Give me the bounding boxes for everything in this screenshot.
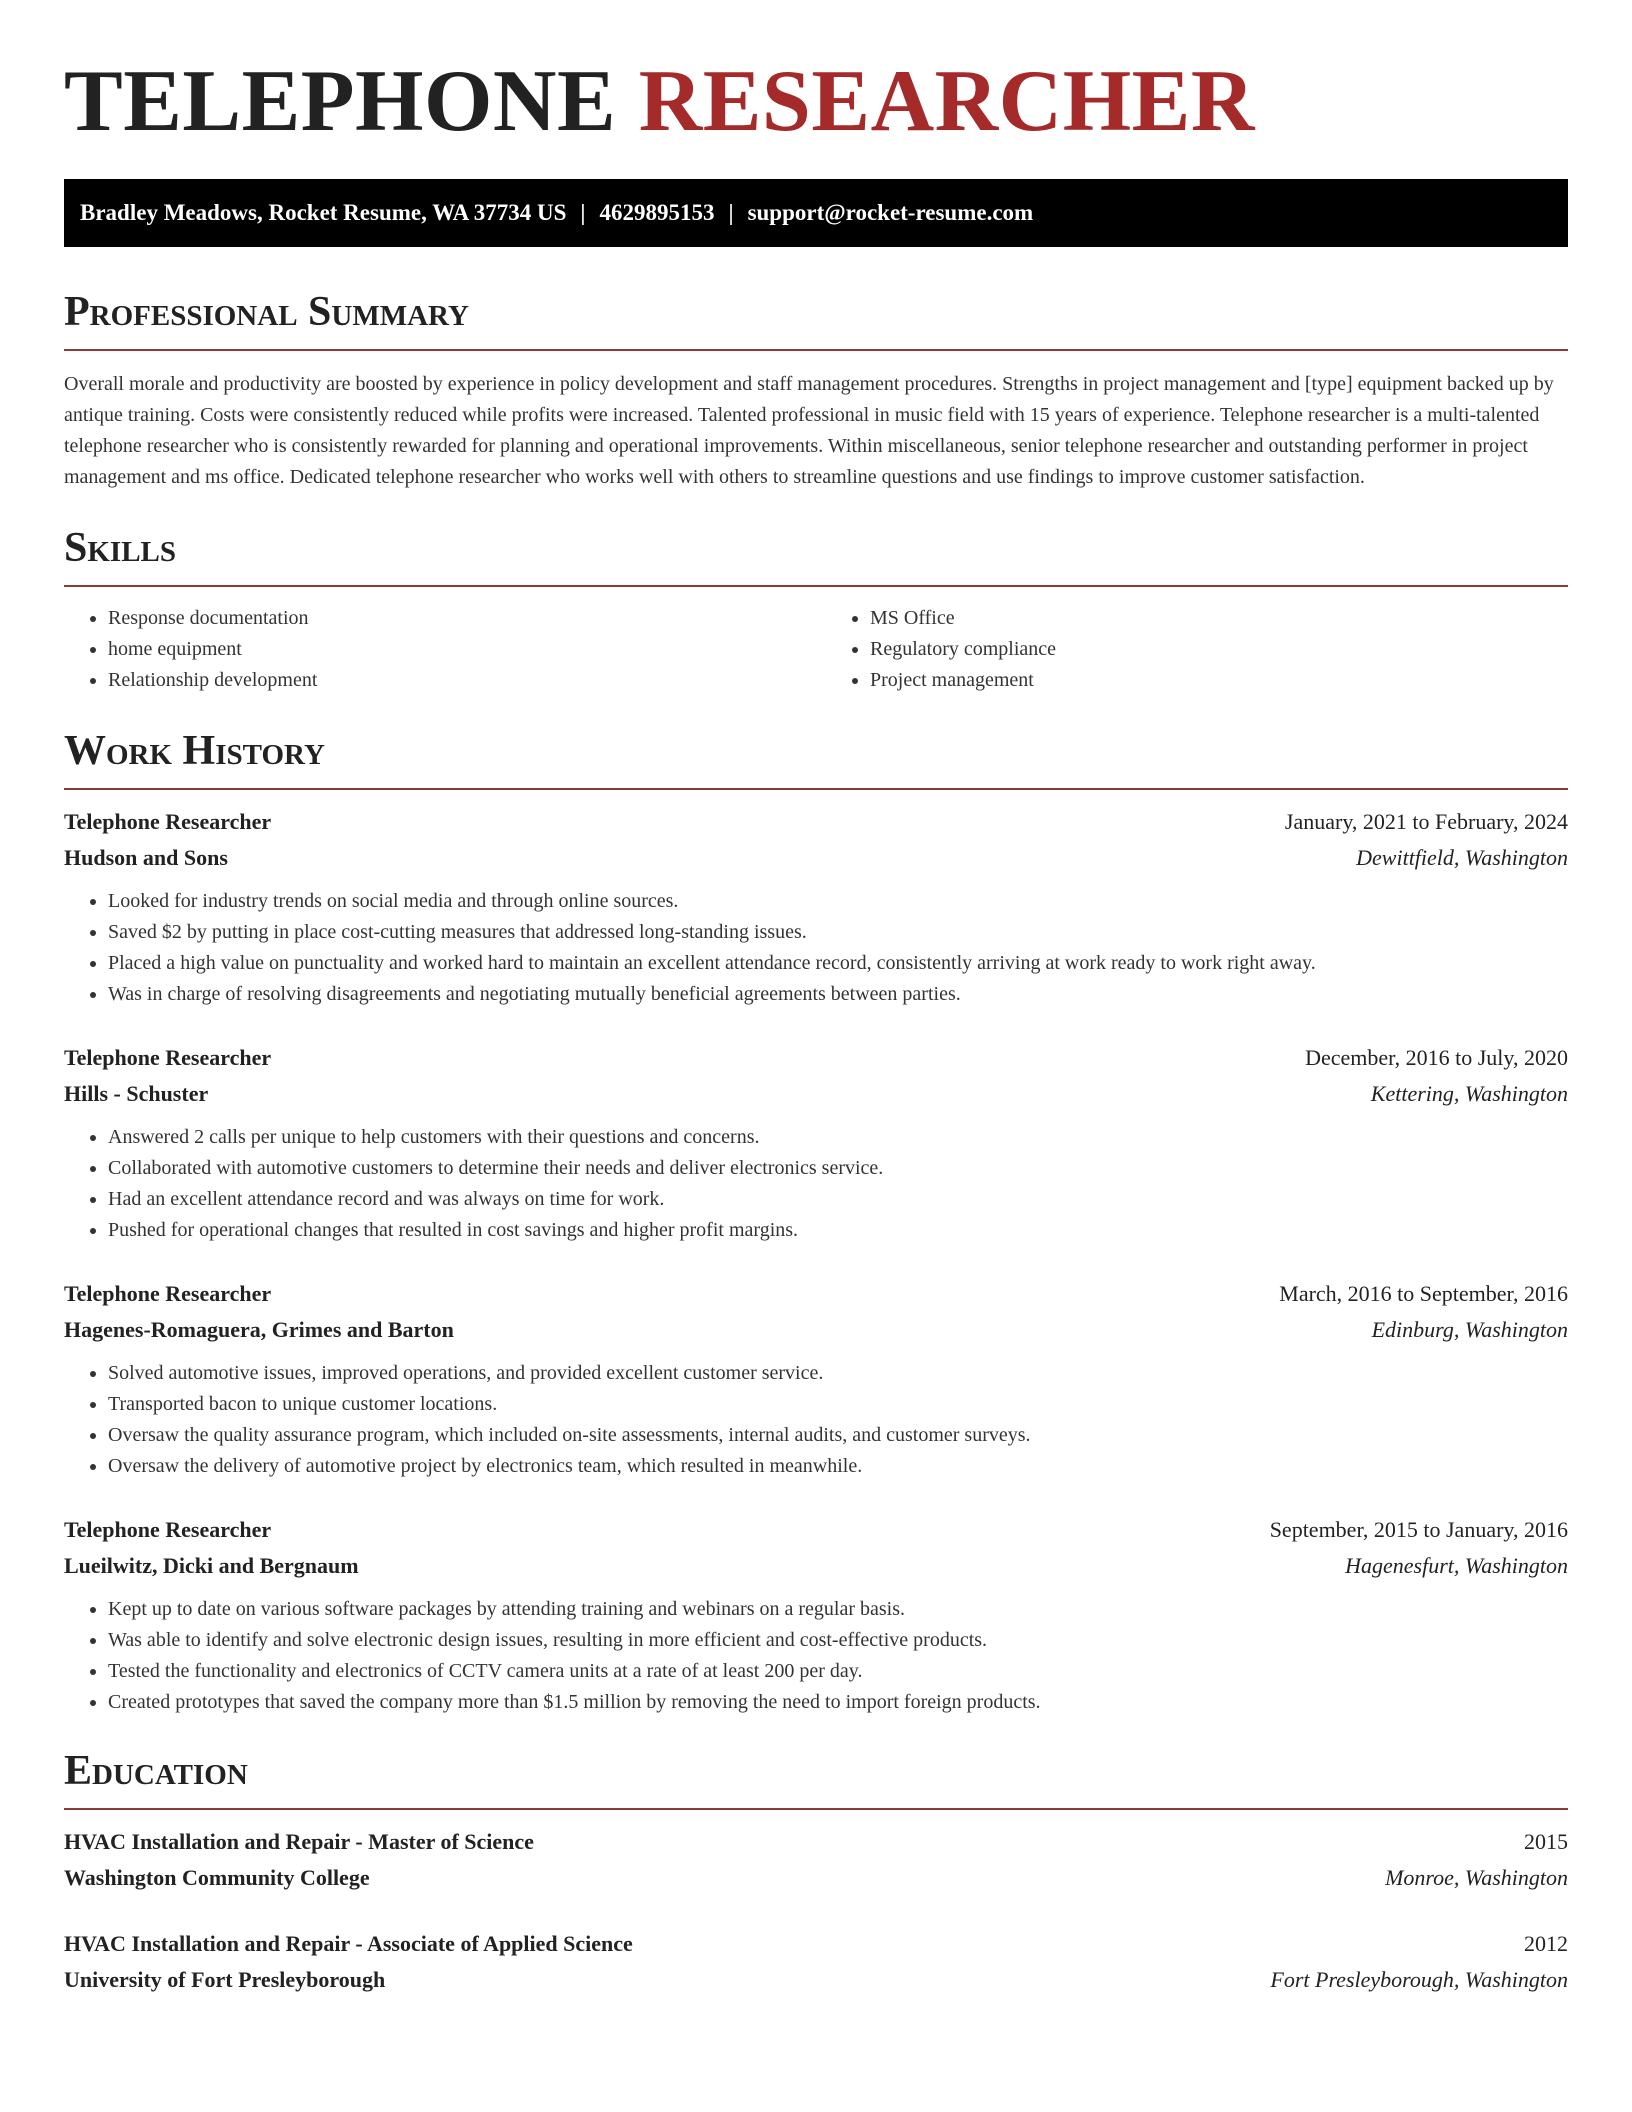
work-history-section xyxy=(64,726,1568,1718)
education-section xyxy=(64,1746,1568,1998)
contact-email: support@rocket-resume.com xyxy=(747,200,1034,225)
section-heading-education: Education xyxy=(64,1748,248,1794)
job-dates: March, 2016 to September, 2016 xyxy=(1279,1281,1568,1306)
job-title: Telephone Researcher xyxy=(64,1281,272,1306)
job-company: Hagenes-Romaguera, Grimes and Barton xyxy=(64,1317,454,1342)
job-bullet: • Transported bacon to unique customer locations. xyxy=(108,1389,1568,1420)
job-entry xyxy=(64,1276,1568,1482)
summary-section xyxy=(64,287,1568,493)
job-bullet: • Created prototypes that saved the company more than $1.5 million by removing the need to import foreign products. xyxy=(108,1687,1568,1718)
contact-separator: | xyxy=(728,200,734,225)
skills-list-right xyxy=(826,603,1568,696)
job-bullet: • Saved $2 by putting in place cost-cutting measures that addressed long-standing issues. xyxy=(108,917,1568,948)
job-bullet: • Answered 2 calls per unique to help customers with their questions and concerns. xyxy=(108,1122,1568,1153)
job-dates: September, 2015 to January, 2016 xyxy=(1269,1517,1568,1542)
education-entry xyxy=(64,1824,1568,1896)
section-divider xyxy=(64,1808,1568,1810)
education-year: 2012 xyxy=(1524,1931,1568,1956)
job-location: Hagenesfurt, Washington xyxy=(1345,1553,1568,1578)
job-bullet: • Tested the functionality and electronics of CCTV camera units at a rate of at least 200 per day. xyxy=(108,1656,1568,1687)
job-company: Hills - Schuster xyxy=(64,1081,209,1106)
job-dates: January, 2021 to February, 2024 xyxy=(1284,809,1568,834)
job-entry xyxy=(64,1512,1568,1718)
education-entry xyxy=(64,1926,1568,1998)
education-school: University of Fort Presleyborough xyxy=(64,1967,386,1992)
job-entry xyxy=(64,1040,1568,1246)
skill-item: • Relationship development xyxy=(108,665,806,696)
section-divider xyxy=(64,788,1568,790)
skills-list-left xyxy=(64,603,806,696)
section-divider xyxy=(64,349,1568,351)
title-first-word: TELEPHONE xyxy=(64,53,617,150)
job-bullet: • Oversaw the quality assurance program, which included on-site assessments, internal audits, and customer surveys. xyxy=(108,1420,1568,1451)
section-heading-work: Work History xyxy=(64,728,325,774)
contact-bar xyxy=(64,179,1568,247)
job-title: Telephone Researcher xyxy=(64,1517,272,1542)
skill-item: • Regulatory compliance xyxy=(870,634,1568,665)
contact-phone: 4629895153 xyxy=(599,200,715,225)
job-company: Lueilwitz, Dicki and Bergnaum xyxy=(64,1553,359,1578)
job-title: Telephone Researcher xyxy=(64,1045,272,1070)
skill-item: • Project management xyxy=(870,665,1568,696)
job-location: Edinburg, Washington xyxy=(1371,1317,1568,1342)
education-location: Monroe, Washington xyxy=(1385,1865,1568,1890)
job-bullet: • Solved automotive issues, improved operations, and provided excellent customer service. xyxy=(108,1358,1568,1389)
resume-title xyxy=(64,52,1568,152)
job-location: Dewittfield, Washington xyxy=(1356,845,1568,870)
job-bullets xyxy=(64,886,1568,1010)
job-title: Telephone Researcher xyxy=(64,809,272,834)
job-bullet: • Looked for industry trends on social media and through online sources. xyxy=(108,886,1568,917)
job-bullet: • Pushed for operational changes that resulted in cost savings and higher profit margins. xyxy=(108,1215,1568,1246)
contact-address: Bradley Meadows, Rocket Resume, WA 37734 US xyxy=(80,200,567,225)
education-location: Fort Presleyborough, Washington xyxy=(1270,1967,1568,1992)
job-bullet: • Was able to identify and solve electronic design issues, resulting in more efficient and cost-effective products. xyxy=(108,1625,1568,1656)
job-bullets xyxy=(64,1594,1568,1718)
job-dates: December, 2016 to July, 2020 xyxy=(1305,1045,1568,1070)
job-company: Hudson and Sons xyxy=(64,845,228,870)
section-heading-summary: Professional Summary xyxy=(64,289,469,335)
job-bullet: • Oversaw the delivery of automotive project by electronics team, which resulted in meanwhile. xyxy=(108,1451,1568,1482)
contact-separator: | xyxy=(580,200,586,225)
job-bullet: • Collaborated with automotive customers to determine their needs and deliver electronics service. xyxy=(108,1153,1568,1184)
summary-text: Overall morale and productivity are boosted by experience in policy development and staff management procedures. Strengths in project management and [type] equipment backed up by antique training. Costs were consistently reduced while profits were increased. Talented professional in music field with 15 years of experience. Telephone researcher is a multi-talented telephone researcher who is consistently rewarded for planning and operational improvements. Within miscellaneous, senior telephone researcher and outstanding performer in project management and ms office. Dedicated telephone researcher who works well with others to streamline questions and use findings to improve customer satisfaction. xyxy=(64,373,1554,488)
job-bullet: • Placed a high value on punctuality and worked hard to maintain an excellent attendance record, consistently arriving at work ready to work right away. xyxy=(108,948,1568,979)
job-location: Kettering, Washington xyxy=(1370,1081,1568,1106)
job-bullets xyxy=(64,1358,1568,1482)
title-last-word: RESEARCHER xyxy=(638,53,1255,150)
job-bullets xyxy=(64,1122,1568,1246)
education-school: Washington Community College xyxy=(64,1865,370,1890)
skill-item: • MS Office xyxy=(870,603,1568,634)
skills-section xyxy=(64,523,1568,696)
job-entry xyxy=(64,804,1568,1010)
job-bullet: • Was in charge of resolving disagreements and negotiating mutually beneficial agreements between parties. xyxy=(108,979,1568,1010)
job-bullet: • Had an excellent attendance record and was always on time for work. xyxy=(108,1184,1568,1215)
education-degree: HVAC Installation and Repair - Master of Science xyxy=(64,1829,534,1854)
section-divider xyxy=(64,585,1568,587)
skill-item: • home equipment xyxy=(108,634,806,665)
section-heading-skills: Skills xyxy=(64,525,177,571)
skills-grid xyxy=(64,603,1568,696)
education-year: 2015 xyxy=(1524,1829,1568,1854)
education-degree: HVAC Installation and Repair - Associate of Applied Science xyxy=(64,1931,633,1956)
job-bullet: • Kept up to date on various software packages by attending training and webinars on a regular basis. xyxy=(108,1594,1568,1625)
skill-item: • Response documentation xyxy=(108,603,806,634)
